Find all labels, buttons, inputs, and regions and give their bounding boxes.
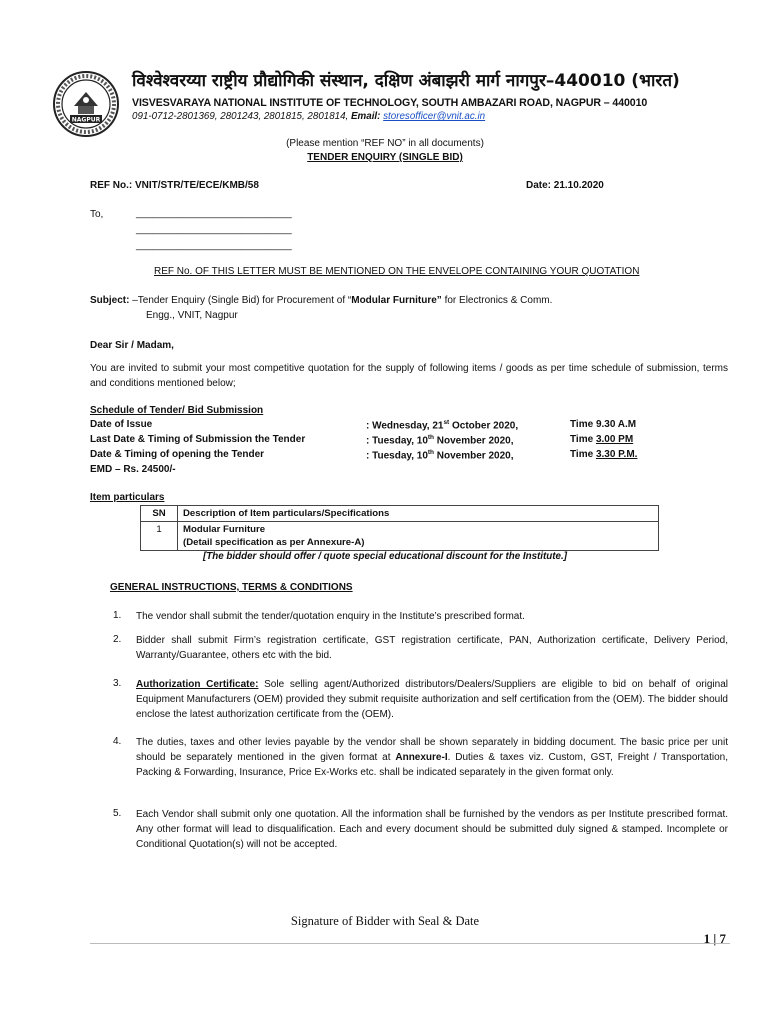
schedule-date-submission: : Tuesday, 10th November 2020, <box>366 434 514 447</box>
schedule-label-opening: Date & Timing of opening the Tender <box>90 449 265 460</box>
schedule-time-issue: Time 9.30 A.M <box>570 419 637 430</box>
schedule-date-issue: : Wednesday, 21st October 2020, <box>366 419 519 432</box>
col-sn-header: SN <box>141 506 178 522</box>
instruction-number: 5. <box>113 808 122 819</box>
enquiry-title: TENDER ENQUIRY (SINGLE BID) <box>307 152 463 163</box>
table-row <box>141 522 659 551</box>
phone-numbers: 091-0712-2801369, 2801243, 2801815, 2801814, <box>132 111 349 122</box>
ref-number: REF No.: VNIT/STR/TE/ECE/KMB/58 <box>90 180 259 191</box>
schedule-date-opening: : Tuesday, 10th November 2020, <box>366 449 514 462</box>
subject-pre: –Tender Enquiry (Single Bid) for Procurement of “ <box>129 295 352 306</box>
instruction-3: Authorization Certificate: Sole selling agent/Authorized distributors/Dealers/Suppliers are eligible to bid on behalf of original Equipment Manufacturers (OEM) provided they submit requisite authorization and self certification from the (OEM). The bidder should enclose the latest authorization certificate from the (OEM). <box>136 679 728 720</box>
address-line: ____________________________ <box>136 224 292 235</box>
english-institute-title: VISVESVARAYA NATIONAL INSTITUTE OF TECHNOLOGY, SOUTH AMBAZARI ROAD, NAGPUR – 440010 <box>132 97 648 109</box>
schedule-label-submission: Last Date & Timing of Submission the Tender <box>90 434 306 445</box>
schedule-label-issue: Date of Issue <box>90 419 153 430</box>
discount-note: [The bidder should offer / quote special educational discount for the Institute.] <box>203 551 567 562</box>
instruction-number: 3. <box>113 678 122 689</box>
col-desc-header: Description of Item particulars/Specifications <box>178 506 659 522</box>
items-heading: Item particulars <box>90 492 165 503</box>
svg-text:NAGPUR: NAGPUR <box>71 116 101 124</box>
instruction-1: The vendor shall submit the tender/quotation enquiry in the Institute’s prescribed format. <box>136 611 525 622</box>
schedule-heading: Schedule of Tender/ Bid Submission <box>90 405 264 416</box>
table-header-row <box>141 506 659 522</box>
subject-line-2: Engg., VNIT, Nagpur <box>146 310 238 321</box>
subject-line <box>90 295 552 306</box>
instruction-5: Each Vendor shall submit only one quotation. All the information shall be furnished by the vendors as per Institute prescribed format. Any other format will lead to disqualification. Each and every document should be submitted duly signed & stamped. Incomplete or Conditional Quotation(s) will not be accepted. <box>136 809 728 850</box>
salutation: Dear Sir / Madam, <box>90 340 174 351</box>
schedule-time-opening: Time 3.30 P.M. <box>570 449 638 460</box>
instruction-number: 2. <box>113 634 122 645</box>
intro-paragraph: You are invited to submit your most competitive quotation for the supply of following items / goods as per time schedule of submission, terms and conditions mentioned below; <box>90 363 728 389</box>
subject-item: Modular Furniture” <box>351 295 442 306</box>
subject-label: Subject: <box>90 295 130 306</box>
contact-line <box>132 111 485 122</box>
email-link[interactable]: storesofficer@vnit.ac.in <box>383 111 486 122</box>
page-number: 1 | 7 <box>703 931 726 946</box>
signature-caption: Signature of Bidder with Seal & Date <box>290 914 480 928</box>
authorization-label: Authorization Certificate: <box>136 679 259 690</box>
schedule-time-submission: Time 3.00 PM <box>570 434 634 445</box>
item-detail: (Detail specification as per Annexure-A) <box>183 537 365 548</box>
to-label: To, <box>90 209 104 220</box>
instruction-4: The duties, taxes and other levies payable by the vendor shall be shown separately in bidding document. The basic price per unit should be separately mentioned in the given format at Annexure-I. Duties & taxes viz. Custom, GST, Freight / Transportation, Packing & Forwarding, Insurance, Price Ex-Works etc. shall be indicated separately in the given format only. <box>136 737 729 778</box>
items-table <box>140 505 659 551</box>
item-description <box>178 522 659 551</box>
letter-date: Date: 21.10.2020 <box>526 180 604 191</box>
instruction-number: 4. <box>113 736 122 747</box>
item-sn: 1 <box>141 522 178 551</box>
instruction-2: Bidder shall submit Firm’s registration certificate, GST registration certificate, PAN, Authorization certificate, Delivery Period, Warranty/Guarantee, others etc with the bid. <box>136 635 728 661</box>
hindi-institute-title: विश्वेश्वरय्या राष्ट्रीय प्रौद्योगिकी संस्थान, दक्षिण अंबाझरी मार्ग नागपुर–440010 (भारत) <box>132 71 680 91</box>
mention-ref-note: (Please mention “REF NO” in all documents) <box>286 138 484 149</box>
envelope-note: REF No. OF THIS LETTER MUST BE MENTIONED ON THE ENVELOPE CONTAINING YOUR QUOTATION <box>154 266 640 277</box>
address-line: ____________________________ <box>136 208 292 219</box>
item-name: Modular Furniture <box>183 524 266 535</box>
subject-post: for Electronics & Comm. <box>441 295 553 306</box>
instruction-number: 1. <box>113 610 122 621</box>
instructions-heading: GENERAL INSTRUCTIONS, TERMS & CONDITIONS <box>110 582 353 593</box>
email-label: Email: <box>351 111 381 122</box>
institute-logo <box>52 70 120 138</box>
footer-divider <box>90 943 730 944</box>
emd-amount: EMD – Rs. 24500/- <box>90 464 176 475</box>
address-line: ____________________________ <box>136 240 292 251</box>
